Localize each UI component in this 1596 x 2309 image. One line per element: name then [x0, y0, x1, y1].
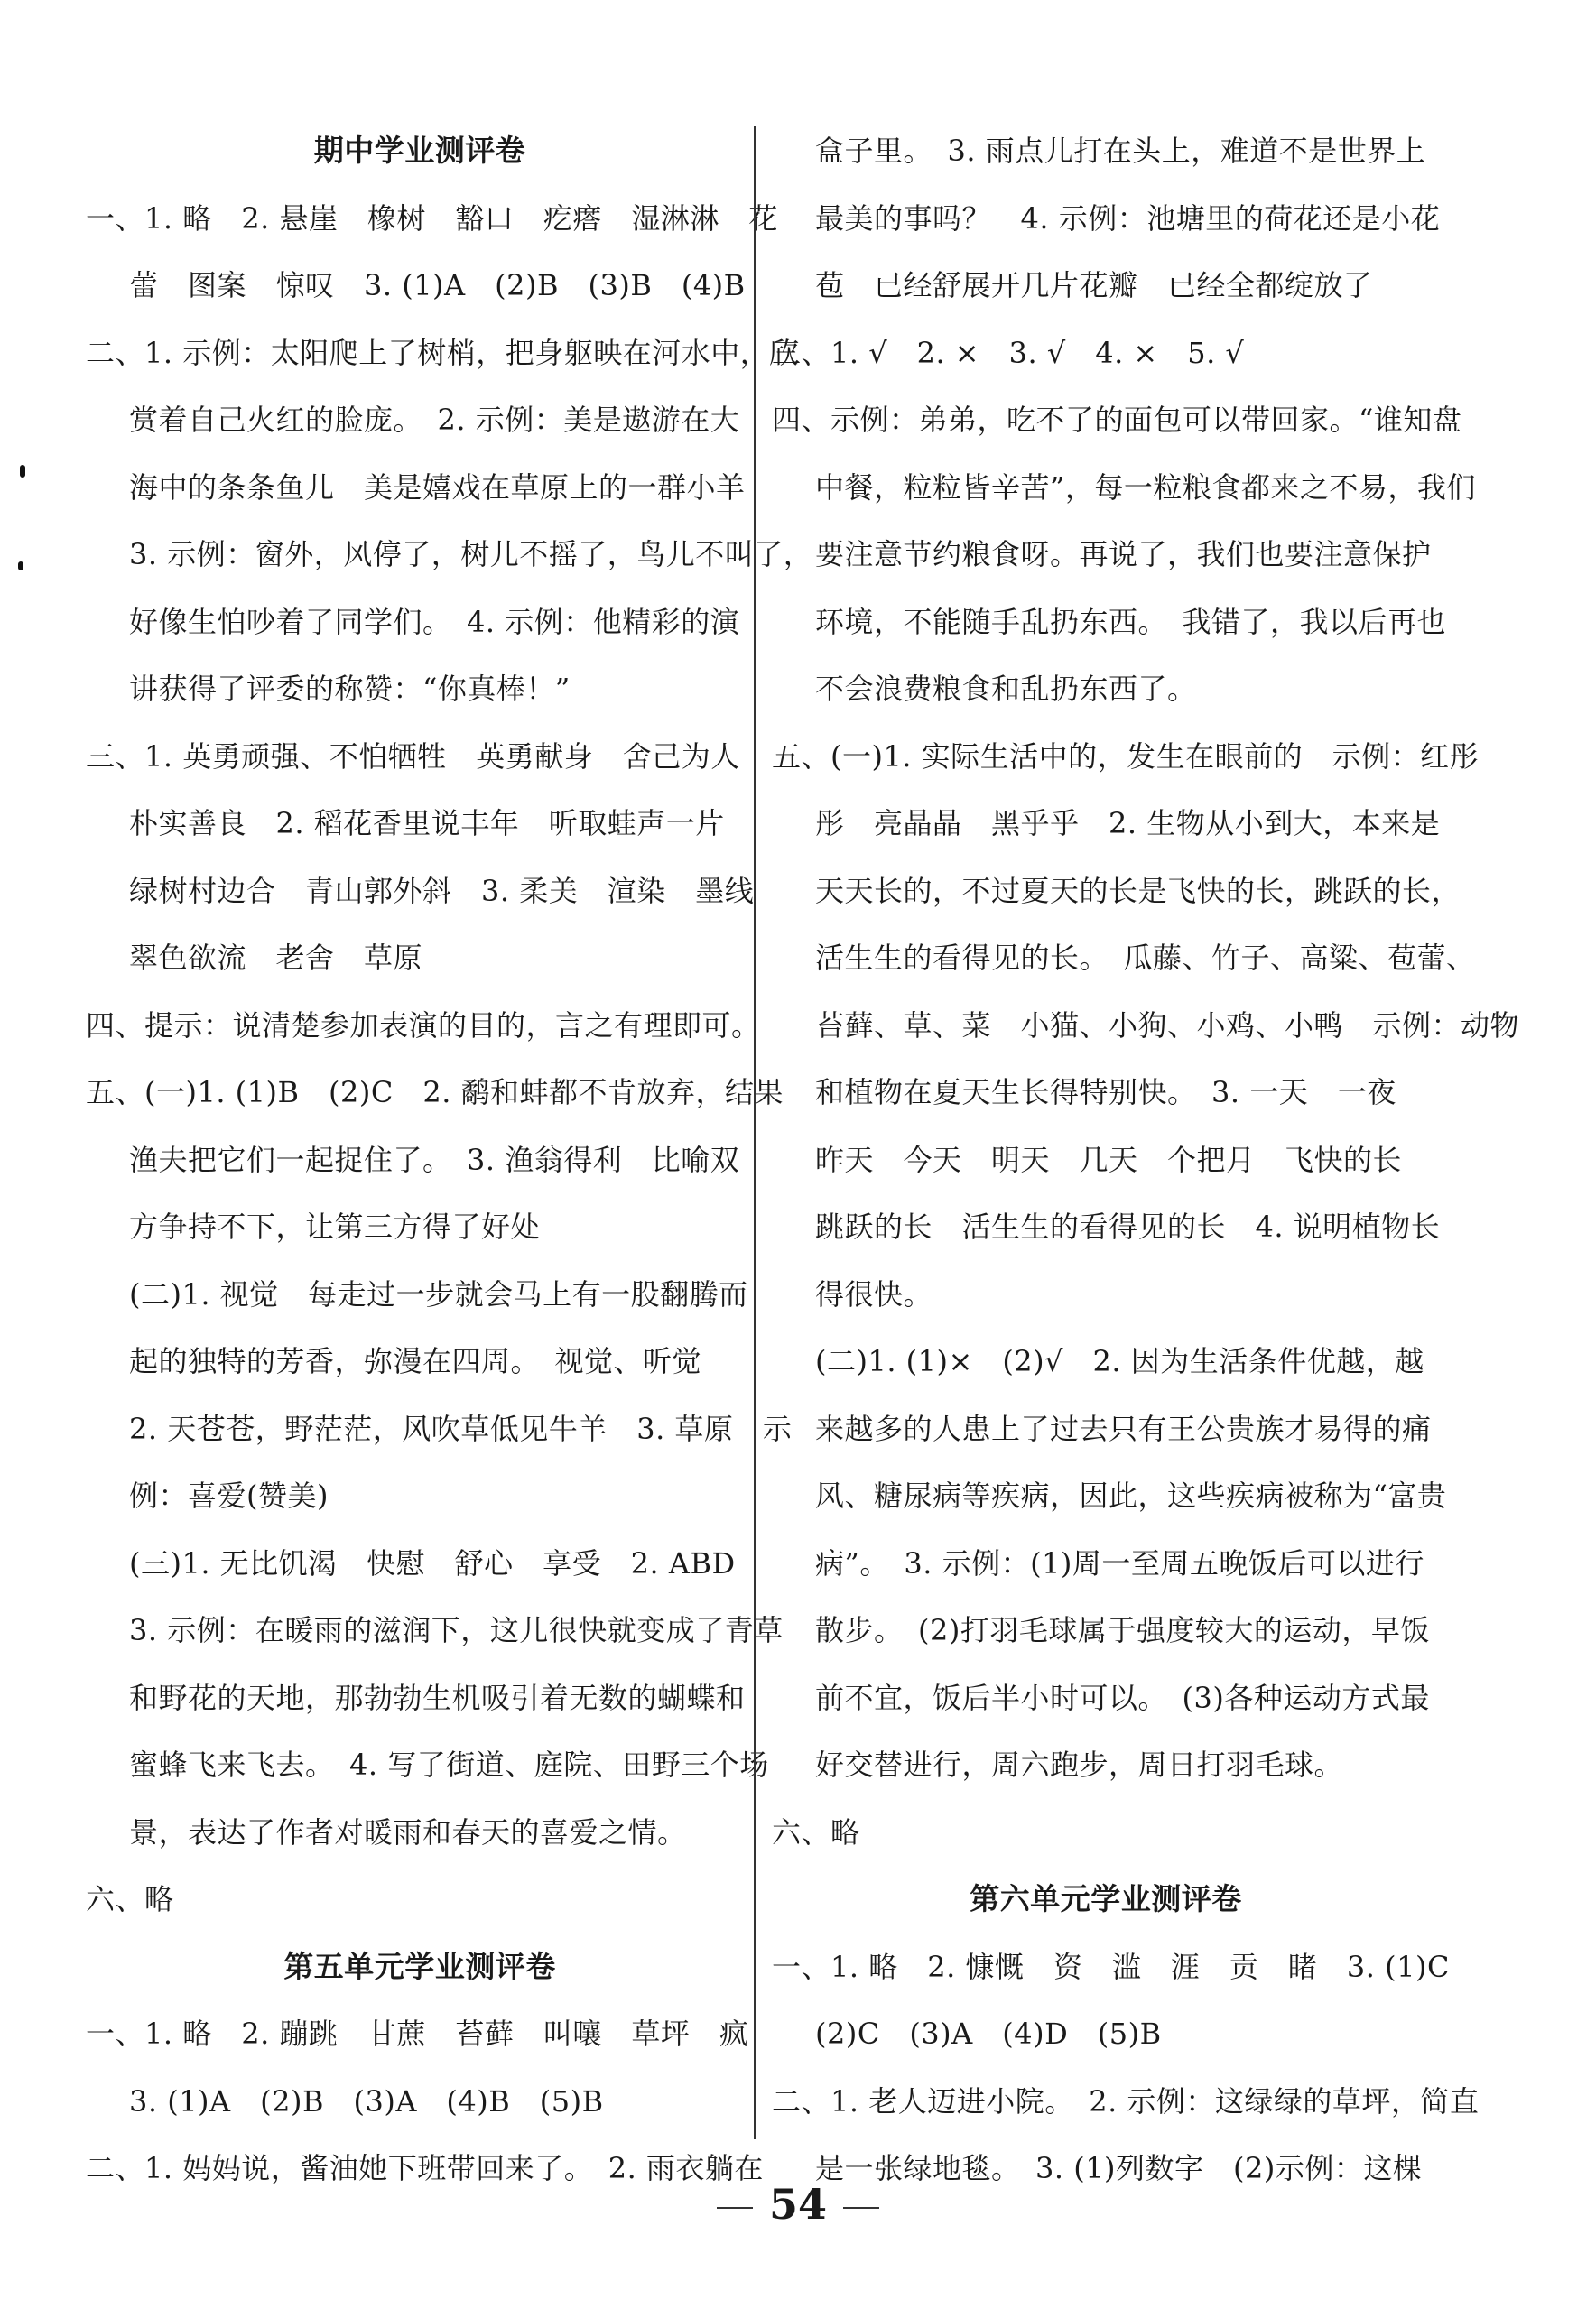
- margin-mark: [18, 561, 23, 570]
- answer-line: 海中的条条鱼儿 美是嬉戏在草原上的一群小羊: [129, 469, 746, 505]
- answer-line: (2)C (3)A (4)D (5)B: [815, 2017, 1162, 2051]
- answer-line: 昨天 今天 明天 几天 个把月 飞快的长: [815, 1142, 1403, 1177]
- answer-line: (二)1. 视觉 每走过一步就会马上有一股翻腾而: [129, 1276, 748, 1312]
- answer-line: 五、(一)1. (1)B (2)C 2. 鹬和蚌都不肯放弃，结果: [86, 1075, 784, 1109]
- answer-line: 盒子里。 3. 雨点儿打在头上，难道不是世界上: [815, 134, 1426, 168]
- page-number: 54: [768, 2180, 827, 2229]
- answer-line: 天天长的，不过夏天的长是飞快的长，跳跃的长，: [815, 873, 1461, 908]
- answer-line: 二、1. 老人迈进小院。 2. 示例：这绿绿的草坪，简直: [772, 2083, 1480, 2119]
- answer-line: 苞 已经舒展开几片花瓣 已经全都绽放了: [815, 268, 1373, 302]
- right-column: [772, 117, 1520, 2202]
- answer-line: 好像生怕吵着了同学们。 4. 示例：他精彩的演: [129, 604, 740, 639]
- answer-line: 一、1. 略 2. 悬崖 橡树 豁口 疙瘩 湿淋淋 花: [86, 200, 778, 236]
- answer-line: 朴实善良 2. 稻花香里说丰年 听取蛙声一片: [129, 806, 725, 840]
- column-divider: [754, 126, 756, 2139]
- answer-line: 2. 天苍苍，野茫茫，风吹草低见牛羊 3. 草原 示: [129, 1411, 793, 1446]
- section-title: 期中学业测评卷: [313, 133, 526, 168]
- answer-line: 二、1. 妈妈说，酱油她下班带回来了。 2. 雨衣躺在: [86, 2151, 764, 2185]
- answer-line: 不会浪费粮食和乱扔东西了。: [815, 672, 1197, 706]
- answer-line: 一、1. 略 2. 蹦跳 甘蔗 苔藓 叫嚷 草坪 疯: [86, 2017, 749, 2051]
- answer-line: 前不宜，饭后半小时可以。 (3)各种运动方式最: [815, 1680, 1430, 1715]
- page-footer: [0, 2180, 1596, 2229]
- answer-line: 渔夫把它们一起捉住了。 3. 渔翁得利 比喻双: [129, 1142, 740, 1177]
- answer-line: 六、略: [86, 1882, 174, 1916]
- footer-dash: [717, 2207, 753, 2209]
- left-column: [86, 117, 813, 2202]
- answer-line: 活生生的看得见的长。 瓜藤、竹子、高粱、苞蕾、: [815, 941, 1476, 975]
- answer-line: 翠色欲流 老舍 草原: [129, 941, 423, 975]
- answer-line: 四、示例：弟弟，吃不了的面包可以带回家。“谁知盘: [772, 403, 1462, 437]
- answer-line: (二)1. (1)× (2)√ 2. 因为生活条件优越，越: [815, 1344, 1424, 1378]
- answer-line: 和野花的天地，那勃勃生机吸引着无数的蝴蝶和: [129, 1680, 746, 1715]
- answer-line: 最美的事吗？ 4. 示例：池塘里的荷花还是小花: [815, 200, 1441, 236]
- answer-line: 得很快。: [815, 1276, 933, 1312]
- answer-line: 风、糖尿病等疾病，因此，这些疾病被称为“富贵: [815, 1479, 1447, 1513]
- answer-line: 景，表达了作者对暖雨和春天的喜爱之情。: [129, 1814, 687, 1850]
- answer-line: 3. 示例：在暖雨的滋润下，这儿很快就变成了青草: [129, 1613, 784, 1647]
- answer-line: 苔藓、草、菜 小猫、小狗、小鸡、小鸭 示例：动物: [815, 1007, 1520, 1043]
- section-title: 第五单元学业测评卷: [283, 1948, 556, 1984]
- answer-line: 一、1. 略 2. 慷慨 资 滥 涯 贡 睹 3. (1)C: [772, 1949, 1450, 1984]
- answer-line: 四、提示：说清楚参加表演的目的，言之有理即可。: [86, 1007, 761, 1043]
- answer-line: 蕾 图案 惊叹 3. (1)A (2)B (3)B (4)B: [129, 268, 746, 302]
- answer-line: 讲获得了评委的称赞：“你真棒！”: [129, 672, 571, 706]
- answer-line: 来越多的人患上了过去只有王公贵族才易得的痛: [815, 1411, 1432, 1446]
- answer-line: 跳跃的长 活生生的看得见的长 4. 说明植物长: [815, 1210, 1441, 1244]
- answer-line: 三、1. √ 2. × 3. √ 4. × 5. √: [772, 335, 1245, 370]
- section-title: 第六单元学业测评卷: [970, 1881, 1242, 1916]
- answer-line: 三、1. 英勇顽强、不怕牺牲 英勇献身 舍己为人: [86, 738, 740, 774]
- answer-line: 起的独特的芳香，弥漫在四周。 视觉、听觉: [129, 1344, 702, 1378]
- answer-line: 六、略: [772, 1814, 860, 1850]
- answer-line: 3. (1)A (2)B (3)A (4)B (5)B: [129, 2083, 604, 2119]
- answer-line: 是一张绿地毯。 3. (1)列数字 (2)示例：这棵: [815, 2151, 1423, 2185]
- answer-line: 好交替进行，周六跑步，周日打羽毛球。: [815, 1748, 1344, 1782]
- answer-line: (三)1. 无比饥渴 快慰 舒心 享受 2. ABD: [129, 1545, 736, 1581]
- answer-line: 蜜蜂飞来飞去。 4. 写了街道、庭院、田野三个场: [129, 1748, 769, 1782]
- answer-line: 二、1. 示例：太阳爬上了树梢，把身躯映在河水中，欣: [86, 335, 799, 370]
- footer-dash: [843, 2207, 879, 2209]
- answer-line: 散步。 (2)打羽毛球属于强度较大的运动，早饭: [815, 1613, 1430, 1647]
- answer-line: 例：喜爱(赞美): [129, 1479, 329, 1513]
- answer-line: 方争持不下，让第三方得了好处: [129, 1210, 541, 1244]
- answer-line: 五、(一)1. 实际生活中的，发生在眼前的 示例：红彤: [772, 738, 1480, 774]
- answer-line: 和植物在夏天生长得特别快。 3. 一天 一夜: [815, 1075, 1396, 1109]
- answer-line: 病”。 3. 示例：(1)周一至周五晚饭后可以进行: [815, 1545, 1424, 1581]
- answer-line: 中餐，粒粒皆辛苦”，每一粒粮食都来之不易，我们: [815, 469, 1476, 505]
- answer-line: 绿树村边合 青山郭外斜 3. 柔美 渲染 墨线: [129, 873, 755, 908]
- answer-line: 要注意节约粮食呀。再说了，我们也要注意保护: [815, 537, 1432, 571]
- answer-line: 3. 示例：窗外，风停了，树儿不摇了，鸟儿不叫了，: [129, 537, 813, 571]
- answer-line: 彤 亮晶晶 黑乎乎 2. 生物从小到大，本来是: [815, 806, 1441, 840]
- answer-line: 环境，不能随手乱扔东西。 我错了，我以后再也: [815, 604, 1447, 639]
- margin-mark: [20, 465, 25, 478]
- answer-line: 赏着自己火红的脸庞。 2. 示例：美是遨游在大: [129, 403, 740, 437]
